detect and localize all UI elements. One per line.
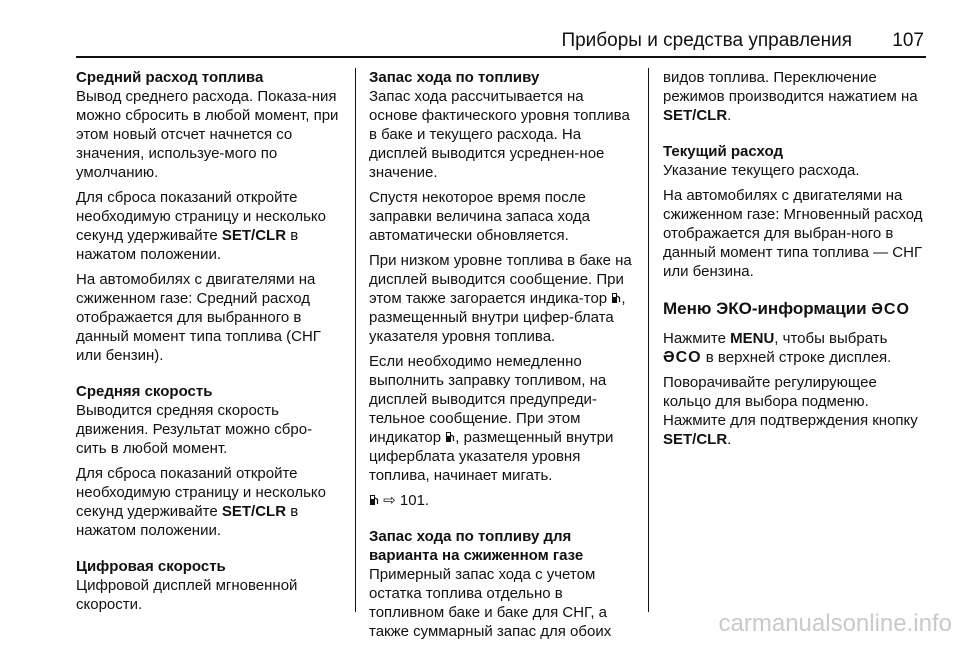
button-ref-set-clr: SET/CLR [663, 431, 728, 448]
paragraph: Запас хода рассчитывается на основе фактического уровня топлива в баке и текущего расхода. На дисплей выводится усреднен-ное значение. [369, 88, 630, 181]
page-number: 107 [892, 30, 924, 51]
column-3 [663, 68, 929, 455]
reference-text: ⇨ 101. [383, 492, 430, 509]
text: Для сброса показаний откройте необходимую страницу и несколько секунд удерживайте [76, 189, 326, 244]
paragraph [369, 352, 635, 485]
text: Поворачивайте регулирующее кольцо для выбора подменю. Нажмите для подтверждения кнопку [663, 374, 918, 429]
paragraph [76, 188, 342, 264]
text: в нажатом положении. [76, 227, 299, 263]
text: , размещенный внутри цифер-блата указателя уровня топлива. [369, 290, 626, 345]
paragraph [369, 251, 635, 346]
section-heading-eco-menu [663, 298, 929, 321]
header-divider [76, 56, 926, 58]
eco-symbol-icon: ƏCO [663, 349, 702, 366]
page-title: Приборы и средства управления [561, 30, 852, 51]
paragraph [663, 373, 929, 449]
section-heading-avg-consumption: Средний расход топлива [76, 69, 264, 86]
column-1 [76, 68, 342, 620]
button-ref-set-clr: SET/CLR [663, 107, 728, 124]
button-ref-menu: MENU [730, 330, 775, 347]
page-header [0, 0, 960, 58]
column-2 [369, 68, 635, 647]
text: в верхней строке дисплея. [701, 349, 892, 366]
eco-symbol-icon: ƏCO [871, 301, 910, 318]
paragraph: Вывод среднего расхода. Показа-ния можно сбросить в любой момент, при этом новый отсчет начнется со значения, используе-мого по умолчанию. [76, 88, 339, 181]
paragraph: Указание текущего расхода. [663, 162, 860, 179]
text: При низком уровне топлива в баке на дисплей выводится сообщение. При этом также загорается индика-тор [369, 252, 632, 307]
text: Если необходимо немедленно выполнить заправку топливом, на дисплей выводится предупреди-тельное сообщение. При этом индикатор [369, 353, 607, 446]
text: Для сброса показаний откройте необходимую страницу и несколько секунд удерживайте [76, 465, 326, 520]
paragraph: На автомобилях с двигателями на сжиженном газе: Мгновенный расход отображается для выбран-ного в данный момент типа топлива — СНГ или бензина. [663, 187, 923, 280]
column-divider-1 [355, 68, 356, 612]
fuel-pump-icon [611, 292, 621, 304]
page-reference [369, 491, 635, 510]
column-divider-2 [648, 68, 649, 612]
text: . [727, 107, 732, 124]
paragraph: На автомобилях с двигателями на сжиженном газе: Средний расход отображается для выбранного в данный момент типа топлива (СНГ или бензин). [76, 271, 321, 364]
paragraph [663, 329, 929, 367]
paragraph [663, 68, 929, 125]
text: Нажмите [663, 330, 731, 347]
section-heading-lpg-range: Запас хода по топливу для варианта на сжиженном газе [369, 528, 584, 564]
watermark: carmanualsonline.info [718, 610, 952, 637]
button-ref-set-clr: SET/CLR [221, 227, 287, 244]
paragraph: Спустя некоторое время после заправки величина запаса хода автоматически обновляется. [369, 189, 591, 244]
paragraph: Выводится средняя скорость движения. Результат можно сбро-сить в любой момент. [76, 402, 313, 457]
text: видов топлива. Переключение режимов производится нажатием на [663, 69, 918, 105]
section-heading-avg-speed: Средняя скорость [76, 383, 213, 400]
fuel-pump-icon [445, 431, 455, 443]
button-ref-set-clr: SET/CLR [221, 503, 287, 520]
text: в нажатом положении. [76, 503, 299, 539]
text: , чтобы выбрать [774, 330, 888, 347]
paragraph [76, 464, 342, 540]
paragraph: Цифровой дисплей мгновенной скорости. [76, 577, 298, 613]
section-heading-current-consumption: Текущий расход [663, 143, 783, 160]
fuel-pump-icon [369, 494, 379, 506]
paragraph: Примерный запас хода с учетом остатка топлива отдельно в топливном баке и баке для СНГ, а также суммарный запас для обоих [369, 566, 612, 640]
section-heading-digital-speed: Цифровая скорость [76, 558, 226, 575]
text: Меню ЭКО-информации [663, 299, 872, 318]
text: . [727, 431, 732, 448]
text: , размещенный внутри циферблата указателя уровня топлива, начинает мигать. [369, 429, 614, 484]
section-heading-fuel-range: Запас хода по топливу [369, 69, 540, 86]
